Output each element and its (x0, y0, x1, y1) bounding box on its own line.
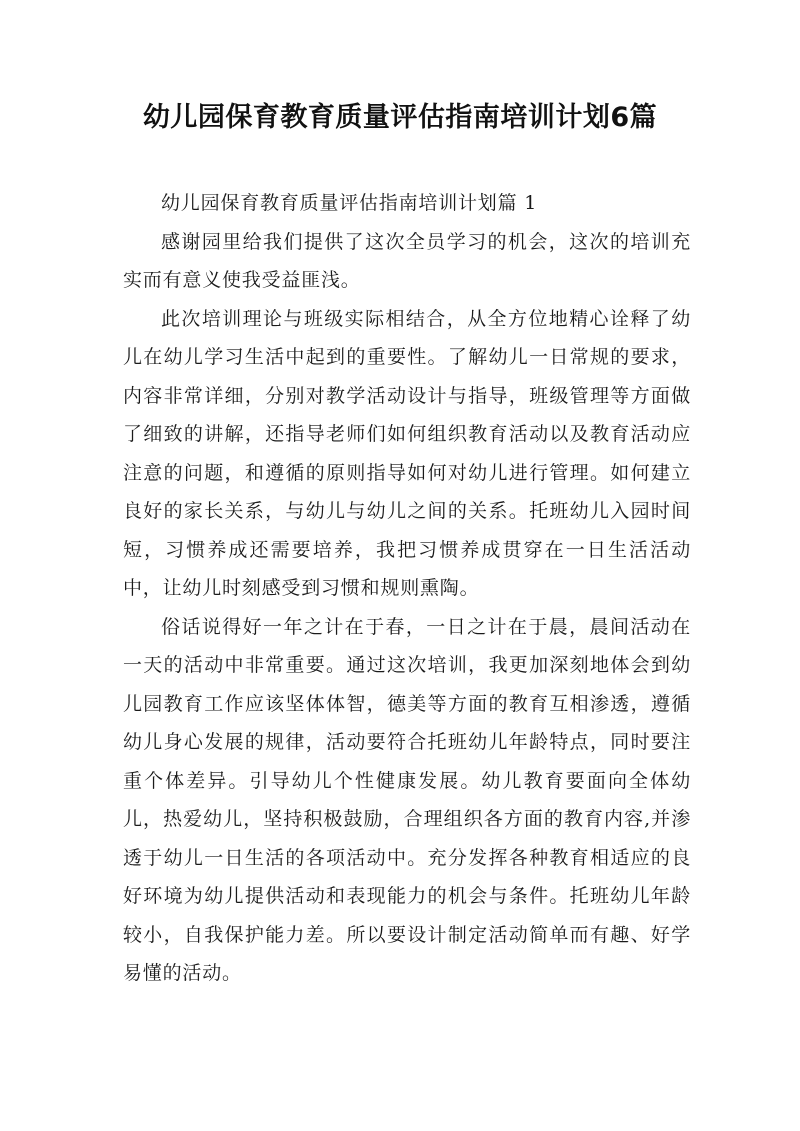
paragraph-3: 俗话说得好一年之计在于春，一日之计在于晨，晨间活动在一天的活动中非常重要。通过这次培训，我更加深刻地体会到幼儿园教育工作应该坚体体智，德美等方面的教育互相渗透，遵循幼儿身心发展的规律，活动要符合托班幼儿年龄特点，同时要注重个体差异。引导幼儿个性健康发展。幼儿教育要面向全体幼儿，热爱幼儿，坚持积极鼓励，合理组织各方面的教育内容,并渗透于幼儿一日生活的各项活动中。充分发挥各种教育相适应的良好环境为幼儿提供活动和表现能力的机会与条件。托班幼儿年龄较小，自我保护能力差。所以要设计制定活动简单而有趣、好学易懂的活动。 (123, 615, 691, 984)
paragraph-2: 此次培训理论与班级实际相结合，从全方位地精心诠释了幼儿在幼儿学习生活中起到的重要性。了解幼儿一日常规的要求，内容非常详细，分别对教学活动设计与指导，班级管理等方面做了细致的讲解，还指导老师们如何组织教育活动以及教育活动应注意的问题，和遵循的原则指导如何对幼儿进行管理。如何建立良好的家长关系，与幼儿与幼儿之间的关系。托班幼儿入园时间短，习惯养成还需要培养，我把习惯养成贯穿在一日生活活动中，让幼儿时刻感受到习惯和规则熏陶。 (123, 307, 691, 599)
document-body (123, 184, 691, 993)
document-title: 幼儿园保育教育质量评估指南培训计划6篇 (142, 102, 658, 133)
section-heading: 幼儿园保育教育质量评估指南培训计划篇 1 (161, 192, 538, 214)
paragraph-1: 感谢园里给我们提供了这次全员学习的机会，这次的培训充实而有意义使我受益匪浅。 (123, 230, 691, 291)
